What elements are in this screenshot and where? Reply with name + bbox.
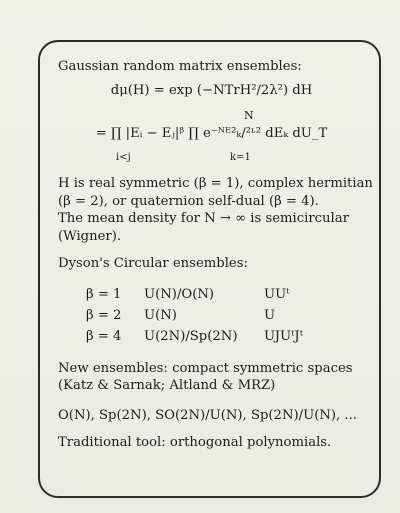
dyson-row [86,327,365,348]
heading-dyson: Dyson's Circular ensembles: [58,256,248,271]
description-paragraph [58,175,373,245]
description-line: (Wigner). [58,228,122,244]
traditional-tool: Traditional tool: orthogonal polynomials. [58,435,332,450]
equation-product-subscript-ij: i<j [116,152,131,163]
dyson-beta: β = 2 [86,308,122,324]
equation-product-upper-limit: N [244,109,254,122]
new-ensembles-line: New ensembles: compact symmetric spaces [58,360,353,376]
equation-product: = ∏ |Eᵢ − Eⱼ|ᵝ ∏ e⁻ᴺᴱ²ₖ/²ᶫ² dEₖ dU_T [95,126,328,141]
dyson-matrix: U [264,308,276,324]
dyson-group: U(N)/O(N) [144,287,215,303]
dyson-matrix: UUᵗ [264,287,290,303]
new-ensembles-line: (Katz & Sarnak; Altland & MRZ) [58,378,276,393]
description-line: The mean density for N → ∞ is semicircular [58,211,349,226]
equation-measure: dμ(H) = exp (−NTrH²/2λ²) dH [110,82,313,98]
dyson-beta: β = 4 [86,329,122,345]
new-ensembles-paragraph [58,360,365,395]
description-line: (β = 2), or quaternion self-dual (β = 4). [58,193,319,209]
dyson-row [86,306,365,327]
equation-product-subscript-k: k=1 [230,152,251,163]
dyson-row [86,285,365,306]
dyson-beta: β = 1 [86,287,122,303]
description-line: H is real symmetric (β = 1), complex hermitian [58,176,373,191]
equation-product-block [58,103,365,167]
dyson-table [86,285,365,348]
slide-card [38,40,381,498]
heading-gaussian: Gaussian random matrix ensembles: [58,59,302,74]
dyson-matrix: UJUᵗJᵗ [264,329,303,345]
groups-list: O(N), Sp(2N), SO(2N)/U(N), Sp(2N)/U(N), ... [58,407,357,423]
dyson-group: U(N) [144,308,177,324]
dyson-group: U(2N)/Sp(2N) [144,329,238,345]
